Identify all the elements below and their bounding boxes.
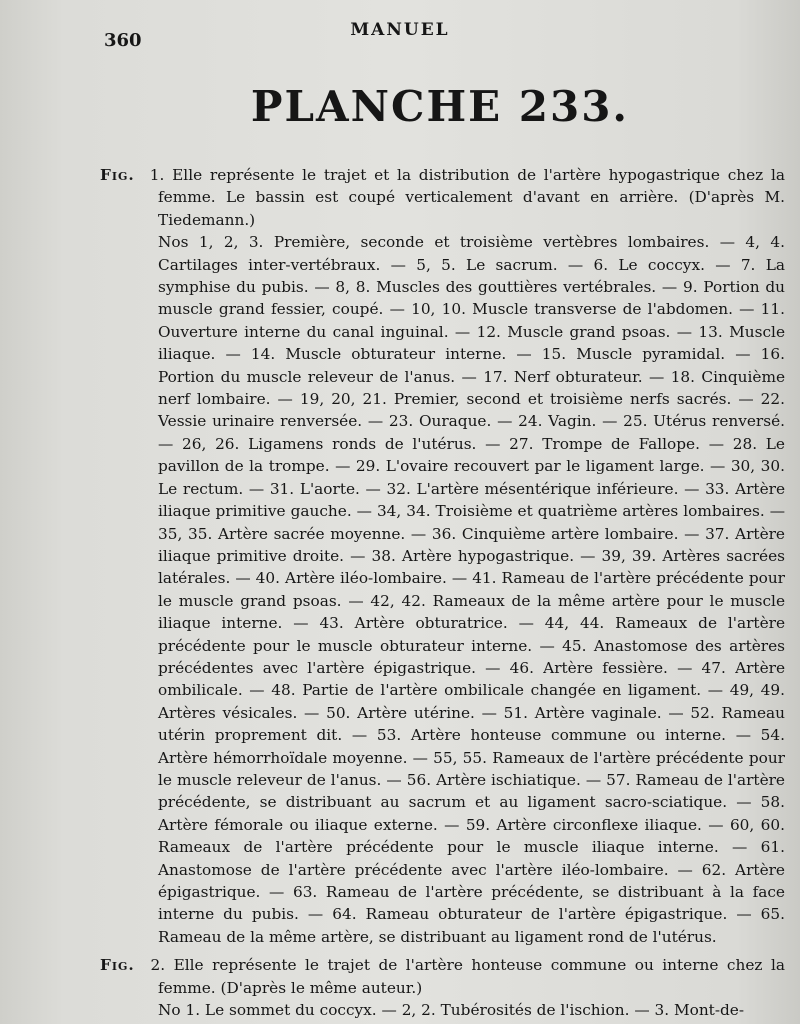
plate-explanation <box>100 164 785 1024</box>
figure-2-description <box>100 954 785 1021</box>
figure-2-caption: Elle représente le trajet de l'artère honteuse commune ou interne chez la femme. (D'après le même auteur.) <box>158 956 785 997</box>
figure-1-caption-paragraph <box>100 164 785 231</box>
plate-title: PLANCHE 233. <box>250 82 630 131</box>
figure-1-legend: Nos 1, 2, 3. Première, seconde et troisième vertèbres lombaires. — 4, 4. Cartilages inter-vertébraux. — 5, 5. Le sacrum. — 6. Le coccyx. — 7. La symphise du pubis. — 8, 8. Muscles des gouttières vertébrales. — 9. Portion du muscle grand fessier, coupé. — 10, 10. Muscle transverse de l'abdomen. — 11. Ouverture interne du canal inguinal. — 12. Muscle grand psoas. — 13. Muscle iliaque. — 14. Muscle obturateur interne. — 15. Muscle pyramidal. — 16. Portion du muscle releveur de l'anus. — 17. Nerf obturateur. — 18. Cinquième nerf lombaire. — 19, 20, 21. Premier, second et troisième nerfs sacrés. — 22. Vessie urinaire renversée. — 23. Ouraque. — 24. Vagin. — 25. Utérus renversé. — 26, 26. Ligamens ronds de l'utérus. — 27. Trompe de Fallope. — 28. Le pavillon de la trompe. — 29. L'ovaire recouvert par le ligament large. — 30, 30. Le rectum. — 31. L'aorte. — 32. L'artère mésentérique inférieure. — 33. Artère iliaque primitive gauche. — 34, 34. Troisième et quatrième artères lombaires. — 35, 35. Artère sacrée moyenne. — 36. Cinquième artère lombaire. — 37. Artère iliaque primitive droite. — 38. Artère hypogastrique. — 39, 39. Artères sacrées latérales. — 40. Artère iléo-lombaire. — 41. Rameau de l'artère précédente pour le muscle grand psoas. — 42, 42. Rameaux de la même artère pour le muscle iliaque interne. — 43. Artère obturatrice. — 44, 44. Rameaux de l'artère précédente pour le muscle obturateur interne. — 45. Anastomose des artères précédentes avec l'artère épigastrique. — 46. Artère fessière. — 47. Artère ombilicale. — 48. Partie de l'artère ombilicale changée en ligament. — 49, 49. Artères vésicales. — 50. Artère utérine. — 51. Artère vaginale. — 52. Rameau utérin proprement dit. — 53. Artère honteuse commune ou interne. — 54. Artère hémorrhoïdale moyenne. — 55, 55. Rameaux de l'artère précédente pour le muscle releveur de l'anus. — 56. Artère ischiatique. — 57. Rameau de l'artère précédente, se distribuant au sacrum et au ligament sacro-sciatique. — 58. Artère fémorale ou iliaque externe. — 59. Artère circonflexe iliaque. — 60, 60. Rameaux de l'artère précédente pour le muscle iliaque interne. — 61. Anastomose de l'artère précédente avec l'artère iléo-lombaire. — 62. Artère épigastrique. — 63. Rameau de l'artère précédente, se distribuant à la face interne du pubis. — 64. Rameau obturateur de l'artère épigastrique. — 65. Rameau de la même artère, se distribuant au ligament rond de l'utérus. <box>158 233 785 946</box>
figure-2-label: Fig. <box>100 956 135 975</box>
page-number: 360 <box>104 30 142 51</box>
page-header <box>0 18 800 58</box>
figure-2-caption-paragraph <box>100 954 785 999</box>
figure-2-legend: No 1. Le sommet du coccyx. — 2, 2. Tubérosités de l'ischion. — 3. Mont-de- <box>158 1001 744 1020</box>
figure-1-legend-paragraph <box>100 231 785 948</box>
figure-1-label: Fig. <box>100 166 135 184</box>
figure-1-description <box>100 164 785 948</box>
figure-1-number: 1. <box>149 166 165 184</box>
figure-2-legend-paragraph <box>100 999 785 1021</box>
figure-1-caption: Elle représente le trajet et la distribution de l'artère hypogastrique chez la femme. Le bassin est coupé verticalement d'avant en arrière. (D'après M. Tiedemann.) <box>158 166 785 229</box>
running-title: MANUEL <box>350 20 450 40</box>
figure-2-number: 2. <box>150 956 166 975</box>
